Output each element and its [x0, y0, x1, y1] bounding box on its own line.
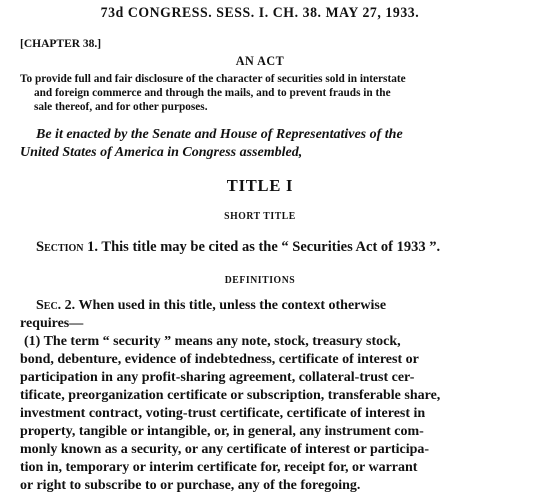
purpose-line: sale thereof, and for other purposes. — [34, 101, 208, 113]
section-2-opening — [36, 298, 386, 314]
section-1 — [36, 239, 440, 256]
section-2-text: When used in this title, unless the context otherwise — [78, 298, 387, 313]
enacting-clause-line: United States of America in Congress assembled, — [20, 145, 303, 160]
running-header: 73d CONGRESS. SESS. I. CH. 38. MAY 27, 1933. — [100, 5, 420, 21]
chapter-label: [CHAPTER 38.] — [20, 38, 102, 50]
body-line: requires— — [20, 316, 84, 331]
purpose-line: and foreign commerce and through the mails, and to prevent frauds in the — [34, 87, 391, 99]
body-line: or right to subscribe to or purchase, any of the foregoing. — [20, 478, 361, 493]
enacting-clause-line: Be it enacted by the Senate and House of Representatives of the — [36, 127, 403, 142]
body-line: bond, debenture, evidence of indebtedness, certificate of interest or — [20, 352, 419, 367]
body-line: (1) The term “ security ” means any note, stock, treasury stock, — [24, 334, 401, 349]
section-2-label: Sec. 2. — [36, 298, 76, 313]
body-line: participation in any profit-sharing agreement, collateral-trust cer- — [20, 370, 415, 385]
section-1-text: This title may be cited as the “ Securities Act of 1933 ”. — [101, 239, 441, 255]
title-heading: TITLE I — [226, 176, 294, 195]
body-line: tion in, temporary or interim certificate for, receipt for, or warrant — [20, 460, 418, 475]
body-line: tificate, preorganization certificate or subscription, transferable share, — [20, 388, 441, 403]
body-line: property, tangible or intangible, or, in general, any instrument com- — [20, 424, 424, 439]
purpose-line: To provide full and fair disclosure of the character of securities sold in interstate — [20, 73, 406, 85]
section-1-label: Section 1. — [36, 239, 99, 255]
short-title-heading: SHORT TITLE — [224, 211, 296, 222]
act-title: AN ACT — [235, 54, 285, 68]
definitions-heading: DEFINITIONS — [224, 275, 296, 286]
body-line: monly known as a security, or any certificate of interest or participa- — [20, 442, 430, 457]
body-line: investment contract, voting-trust certificate, certificate of interest in — [20, 406, 426, 421]
